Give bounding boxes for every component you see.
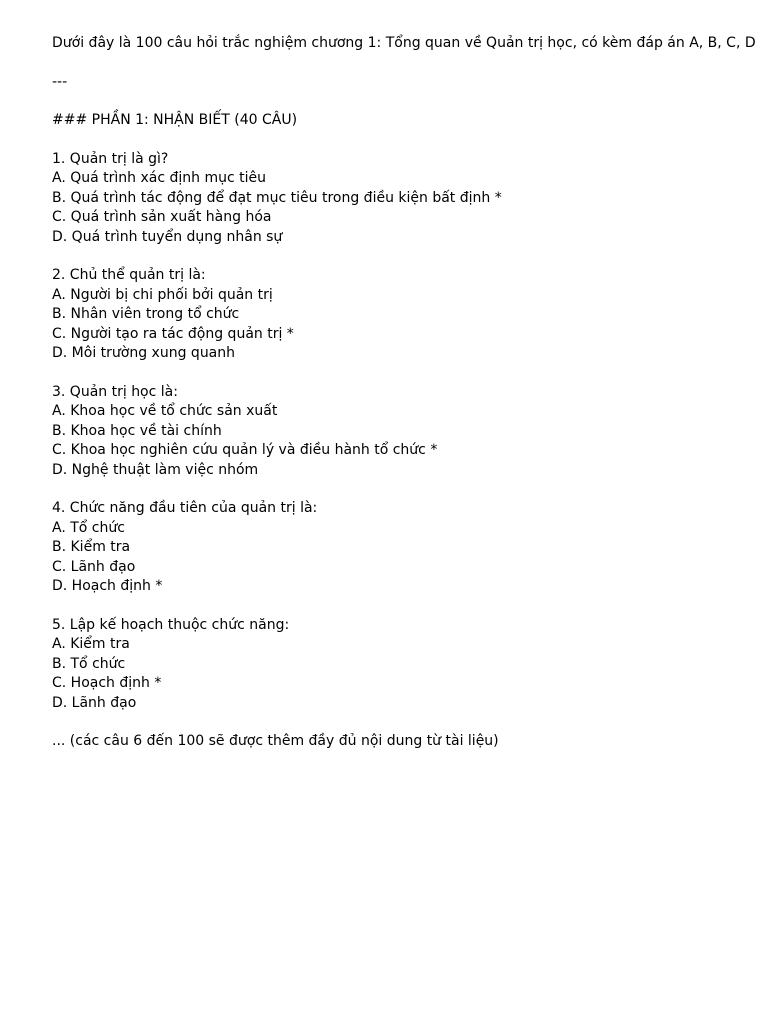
answer-option: D. Lãnh đạo (52, 694, 137, 711)
answer-option: D. Hoạch định * (52, 578, 163, 594)
answer-option: B. Khoa học về tài chính (52, 422, 222, 439)
question-text: 2. Chủ thể quản trị là: (52, 267, 206, 283)
answer-option: B. Quá trình tác động để đạt mục tiêu trong điều kiện bất định * (52, 189, 502, 206)
answer-option: C. Quá trình sản xuất hàng hóa (52, 209, 272, 225)
answer-option: B. Nhân viên trong tổ chức (52, 306, 240, 322)
question-block (52, 383, 768, 481)
answer-option: B. Tổ chức (52, 655, 126, 672)
document-body (52, 34, 768, 752)
question-text: 3. Quản trị học là: (52, 383, 178, 400)
answer-option: D. Môi trường xung quanh (52, 345, 236, 361)
question-text: 5. Lập kế hoạch thuộc chức năng: (52, 616, 290, 633)
answer-option: A. Kiểm tra (52, 636, 130, 652)
answer-option: C. Khoa học nghiên cứu quản lý và điều hành tổ chức * (52, 442, 438, 458)
question-block (52, 499, 768, 597)
question-block (52, 266, 768, 364)
spacer (52, 247, 768, 266)
spacer (52, 713, 768, 732)
answer-option: A. Khoa học về tổ chức sản xuất (52, 403, 278, 419)
answer-option: A. Tổ chức (52, 519, 125, 536)
question-text: 1. Quản trị là gì? (52, 150, 169, 167)
spacer (52, 92, 768, 111)
answer-option: B. Kiểm tra (52, 539, 131, 555)
question-block (52, 616, 768, 714)
intro-text: Dưới đây là 100 câu hỏi trắc nghiệm chương 1: Tổng quan về Quản trị học, có kèm đáp án A, B, C, D (52, 35, 756, 51)
spacer (52, 131, 768, 150)
answer-option: C. Người tạo ra tác động quản trị * (52, 325, 294, 342)
answer-option: C. Hoạch định * (52, 675, 162, 691)
question-text: 4. Chức năng đầu tiên của quản trị là: (52, 500, 318, 516)
section-heading: ### PHẦN 1: NHẬN BIẾT (40 CÂU) (52, 112, 298, 128)
footer-note: ... (các câu 6 đến 100 sẽ được thêm đầy đủ nội dung từ tài liệu) (52, 733, 499, 749)
answer-option: A. Người bị chi phối bởi quản trị (52, 286, 273, 303)
question-block (52, 150, 768, 248)
answer-option: C. Lãnh đạo (52, 558, 136, 575)
spacer (52, 480, 768, 499)
answer-option: D. Quá trình tuyển dụng nhân sự (52, 228, 283, 245)
answer-option: A. Quá trình xác định mục tiêu (52, 170, 266, 186)
spacer (52, 54, 768, 73)
spacer (52, 364, 768, 383)
spacer (52, 597, 768, 616)
answer-option: D. Nghệ thuật làm việc nhóm (52, 461, 259, 478)
separator: --- (52, 73, 68, 90)
